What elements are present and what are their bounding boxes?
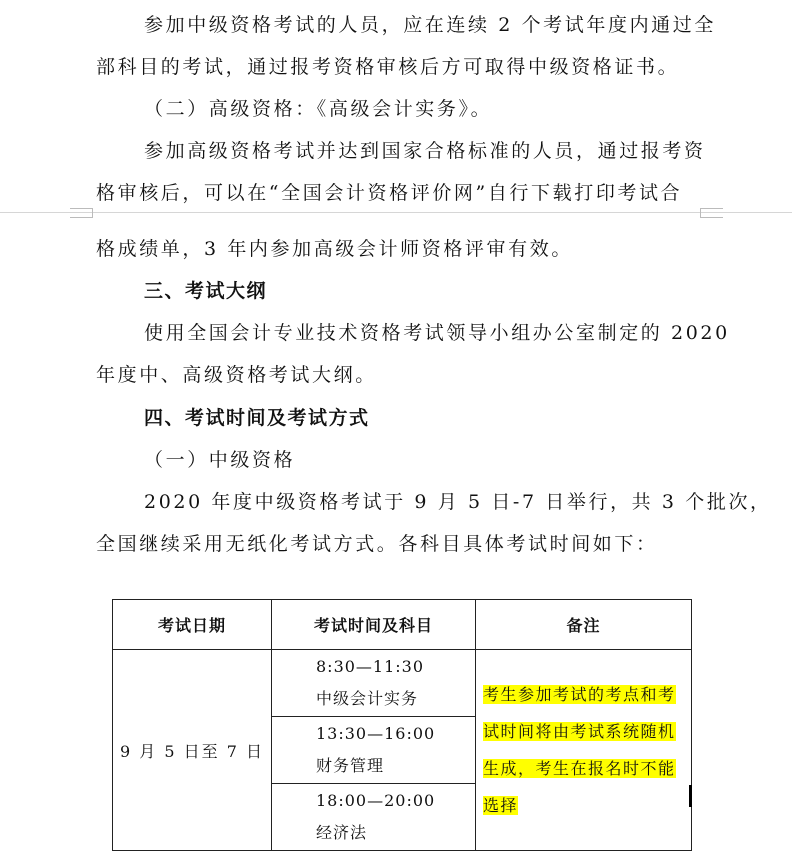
body-paragraph: 部科目的考试，通过报考资格审核后方可取得中级资格证书。 [96,56,680,78]
header-remarks: 备注 [476,600,692,650]
body-paragraph: 2020 年度中级资格考试于 9 月 5 日-7 日举行，共 3 个批次， [144,491,772,513]
exam-date-cell: 9 月 5 日至 7 日 [113,650,272,851]
exam-schedule-table [112,599,692,851]
body-paragraph: 格成绩单，3 年内参加高级会计师资格评审有效。 [96,238,573,260]
session-cell [272,784,476,851]
header-exam-time-subject: 考试时间及科目 [272,600,476,650]
page-corner-mark-right [700,208,723,218]
session-subject: 财务管理 [316,756,385,775]
header-exam-date: 考试日期 [113,600,272,650]
page-break-line [0,212,792,213]
body-paragraph: 参加高级资格考试并达到国家合格标准的人员，通过报考资 [144,140,706,162]
remarks-cell [476,650,692,851]
text-cursor [689,785,692,807]
subheading-senior: （二）高级资格：《高级会计实务》。 [144,98,493,120]
session-subject: 经济法 [316,823,368,842]
body-paragraph: 格审核后，可以在“全国会计资格评价网”自行下载打印考试合 [96,182,683,204]
section-heading-exam-time: 四、考试时间及考试方式 [144,407,370,429]
body-paragraph: 参加中级资格考试的人员，应在连续 2 个考试年度内通过全 [144,14,716,36]
body-paragraph: 全国继续采用无纸化考试方式。各科目具体考试时间如下： [96,533,658,555]
session-cell [272,650,476,717]
subheading-intermediate: （一）中级资格 [144,449,296,471]
session-time: 18:00—20:00 [316,791,436,810]
section-heading-syllabus: 三、考试大纲 [144,280,268,302]
table-row [113,650,692,717]
page-corner-mark-left [70,208,93,218]
highlighted-note: 考生参加考试的考点和考试时间将由考试系统随机生成，考生在报名时不能选择 [483,685,676,815]
session-cell [272,717,476,784]
body-paragraph: 使用全国会计专业技术资格考试领导小组办公室制定的 2020 [144,322,730,344]
table-header-row [113,600,692,650]
session-time: 13:30—16:00 [316,724,436,743]
body-paragraph: 年度中、高级资格考试大纲。 [96,364,377,386]
session-subject: 中级会计实务 [316,689,419,708]
session-time: 8:30—11:30 [316,657,425,676]
